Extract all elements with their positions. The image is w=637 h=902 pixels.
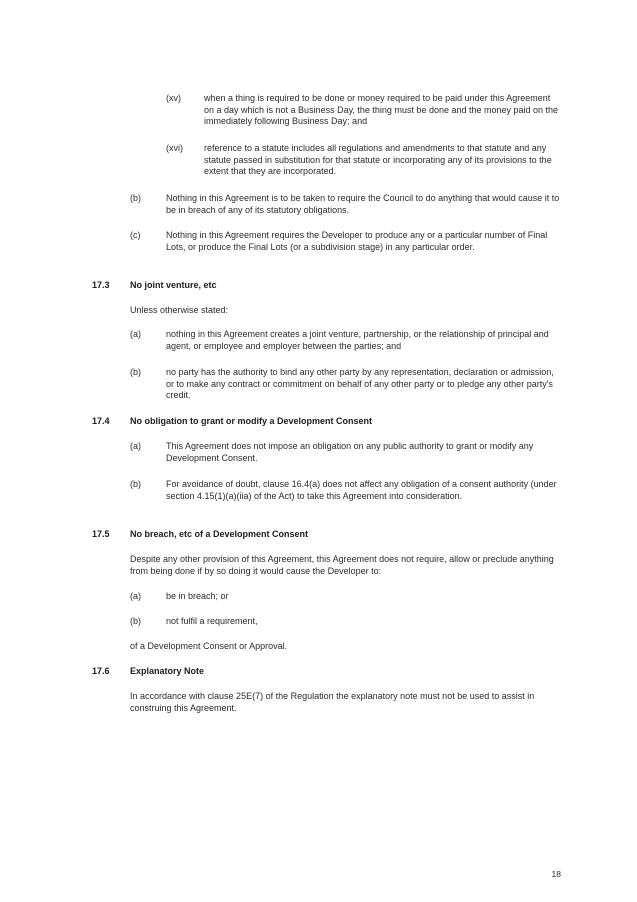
item-text-c: Nothing in this Agreement requires the Developer to produce any or a particular number of Final Lots, or produce the Final Lots (or a subdivision stage) in any particular order.: [166, 230, 548, 252]
page-number: 18: [551, 869, 561, 879]
section-number-17-6: 17.6: [92, 666, 110, 676]
item-label-xv: (xv): [166, 93, 181, 103]
item-text-17-4-b: For avoidance of doubt, clause 16.4(a) does not affect any obligation of a consent authority (under section 4.15(1)(a)(iia) of the Act) to take this Agreement into consideration.: [166, 479, 557, 501]
section-intro-17-3: Unless otherwise stated:: [130, 305, 229, 315]
section-body-17-6: In accordance with clause 25E(7) of the Regulation the explanatory note must not be used to assist in construing this Agreement.: [130, 691, 535, 713]
item-label-17-4-a: (a): [130, 441, 141, 451]
item-text-b: Nothing in this Agreement is to be taken to require the Council to do anything that would cause it to be in breach of any of its statutory obligations.: [166, 193, 560, 215]
item-text-xvi: reference to a statute includes all regulations and amendments to that statute and any statute passed in substitution for that statute or incorporating any of its provisions to the extent that they are incorporated.: [204, 143, 552, 177]
item-label-xvi: (xvi): [166, 143, 183, 153]
section-number-17-5: 17.5: [92, 529, 110, 539]
item-text-17-3-a: nothing in this Agreement creates a joint venture, partnership, or the relationship of principal and agent, or employee and employer between the parties; and: [166, 329, 549, 351]
item-label-17-5-b: (b): [130, 616, 141, 626]
section-title-17-5: No breach, etc of a Development Consent: [130, 529, 309, 539]
item-text-xv: when a thing is required to be done or money required to be paid under this Agreement on a day which is not a Business Day, the thing must be done and the money paid on the immediately following Business Day; and: [204, 93, 559, 127]
item-text-17-5-b: not fulfil a requirement,: [166, 616, 258, 626]
section-title-17-4: No obligation to grant or modify a Development Consent: [130, 416, 373, 426]
section-outro-17-5: of a Development Consent or Approval.: [130, 641, 288, 651]
section-intro-17-5: Despite any other provision of this Agreement, this Agreement does not require, allow or preclude anything from being done if by so doing it would cause the Developer to:: [130, 554, 554, 576]
item-label-17-3-a: (a): [130, 329, 141, 339]
section-number-17-4: 17.4: [92, 416, 110, 426]
item-label-17-5-a: (a): [130, 591, 141, 601]
item-text-17-3-b: no party has the authority to bind any other party by any representation, declaration or admission, or to make any contract or commitment on behalf of any other party or to pledge any other party's credit.: [166, 367, 554, 401]
section-title-17-3: No joint venture, etc: [130, 280, 217, 290]
section-number-17-3: 17.3: [92, 280, 110, 290]
item-label-c: (c): [130, 230, 141, 240]
item-text-17-4-a: This Agreement does not impose an obligation on any public authority to grant or modify any Development Consent.: [166, 441, 534, 463]
item-label-17-4-b: (b): [130, 479, 141, 489]
section-title-17-6: Explanatory Note: [130, 666, 205, 676]
item-label-b: (b): [130, 193, 141, 203]
item-text-17-5-a: be in breach; or: [166, 591, 229, 601]
item-label-17-3-b: (b): [130, 367, 141, 377]
